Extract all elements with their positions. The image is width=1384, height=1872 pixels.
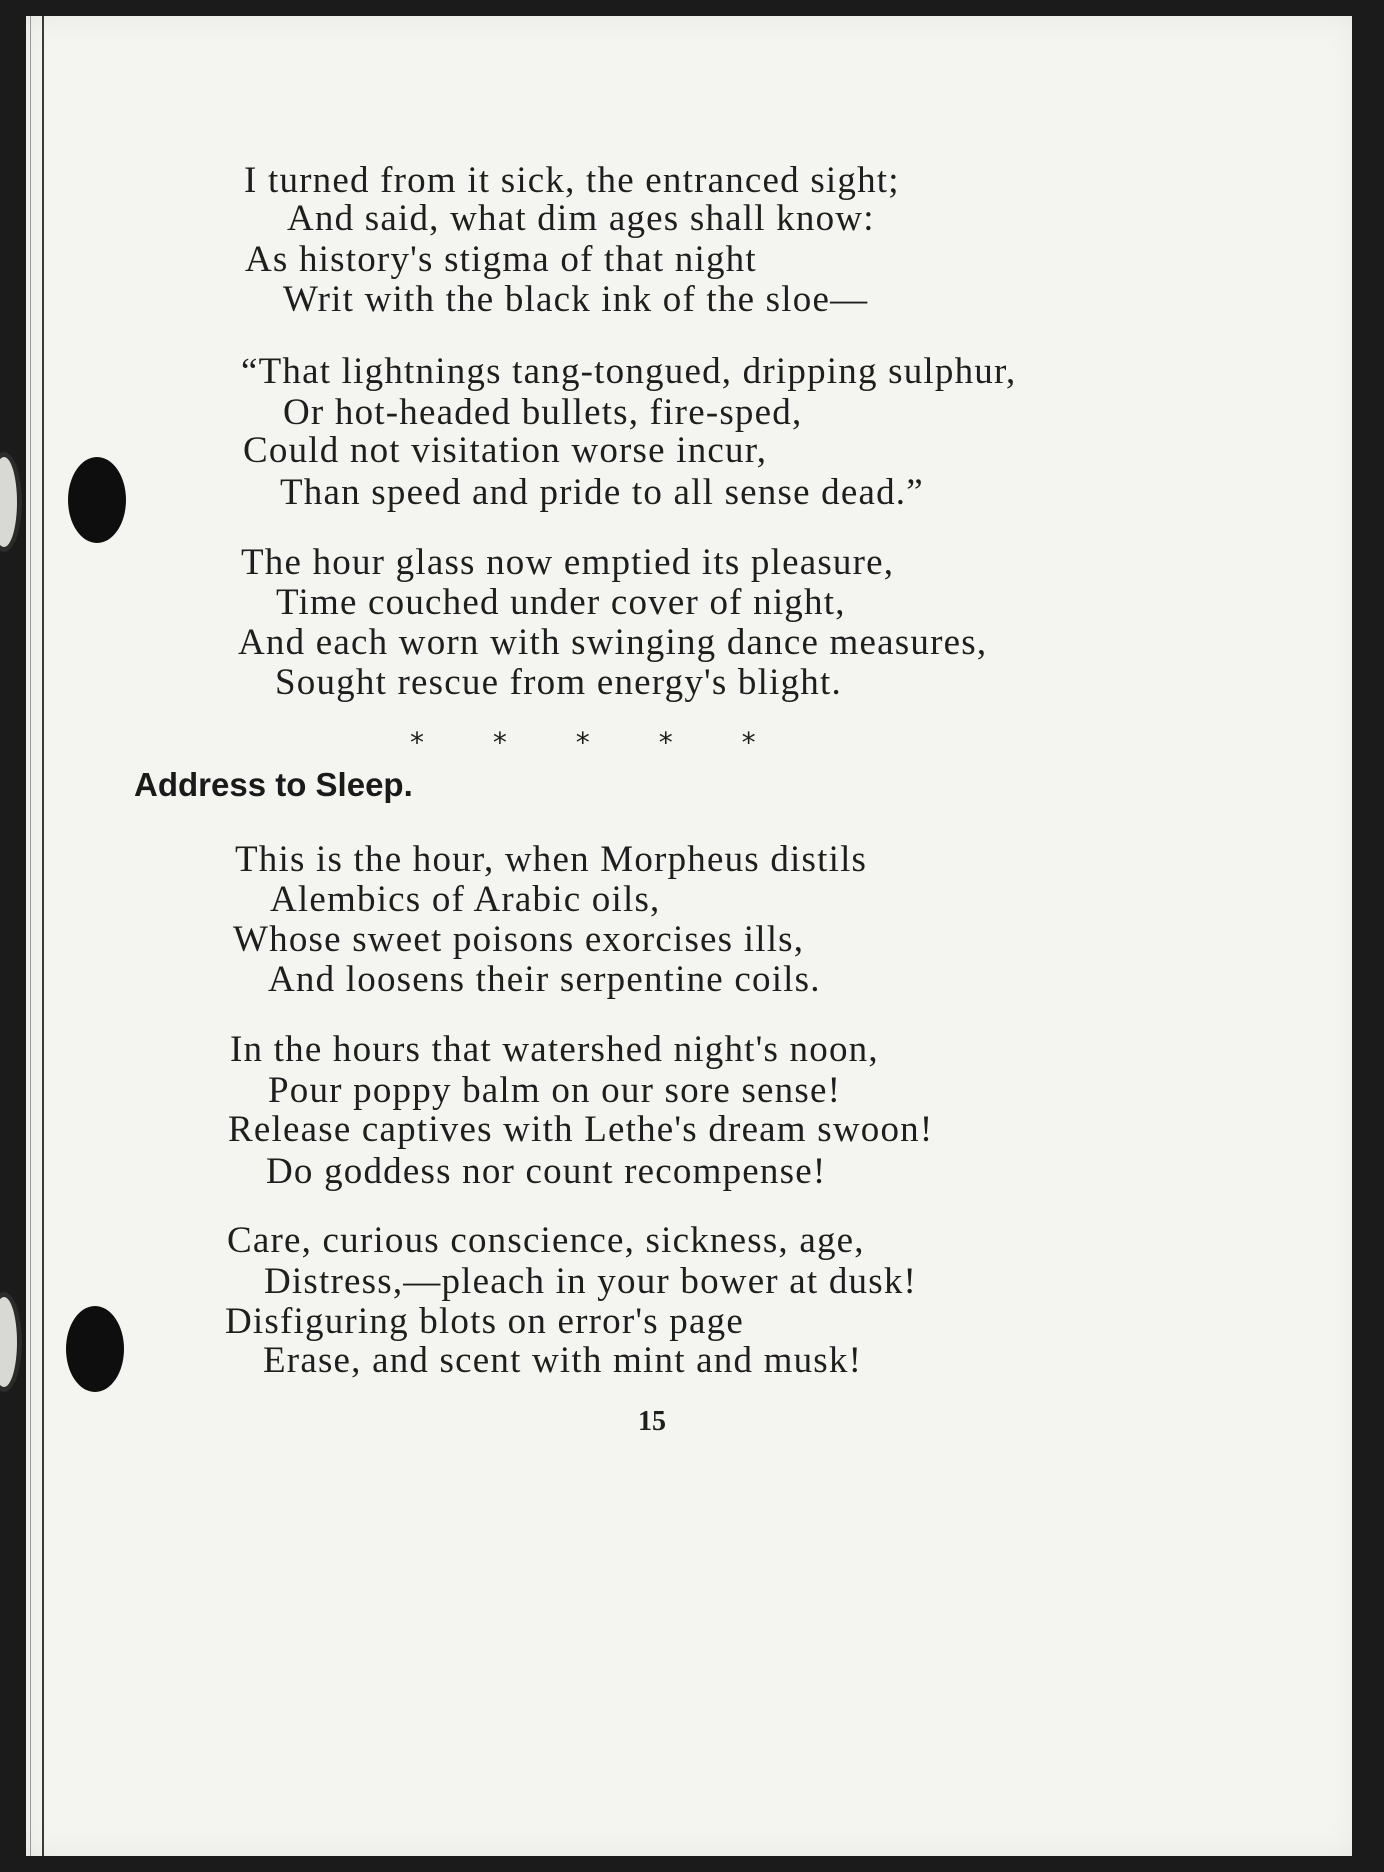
poem-line: Could not visitation worse incur,	[243, 430, 768, 471]
punch-hole	[66, 1306, 124, 1392]
poem-line: Care, curious conscience, sickness, age,	[227, 1220, 865, 1261]
poem-line: Whose sweet poisons exorcises ills,	[233, 919, 805, 960]
poem-line: Distress,—pleach in your bower at dusk!	[264, 1261, 918, 1302]
poem-line: And each worn with swinging dance measures,	[238, 622, 988, 663]
poem-line: And said, what dim ages shall know:	[287, 198, 875, 239]
poem-line: Or hot-headed bullets, fire-sped,	[283, 392, 803, 433]
poem-line: As history's stigma of that night	[245, 239, 757, 280]
poem-line: Release captives with Lethe's dream swoon!	[228, 1109, 934, 1150]
binder-ring	[0, 452, 22, 552]
punch-hole	[68, 457, 126, 543]
section-separator: * * * * *	[410, 726, 756, 759]
poem-line: In the hours that watershed night's noon,	[230, 1029, 879, 1070]
poem-line: Erase, and scent with mint and musk!	[263, 1340, 863, 1381]
poem-line: The hour glass now emptied its pleasure,	[241, 542, 895, 583]
poem-line: This is the hour, when Morpheus distils	[235, 839, 868, 880]
page-number: 15	[638, 1406, 666, 1437]
poem-line: And loosens their serpentine coils.	[268, 959, 821, 1000]
poem-line: Than speed and pride to all sense dead.”	[280, 472, 924, 513]
poem-body	[26, 16, 1356, 1856]
poem-line: Sought rescue from energy's blight.	[275, 662, 842, 703]
poem-line: Time couched under cover of night,	[276, 582, 846, 623]
binding-line	[42, 16, 44, 1856]
poem-line: “That lightnings tang-tongued, dripping sulphur,	[241, 351, 1017, 392]
poem-line: Alembics of Arabic oils,	[270, 879, 661, 920]
book-page	[26, 16, 1356, 1856]
scan-border	[1352, 0, 1384, 1872]
page-edge-line	[30, 16, 31, 1856]
poem-line: Do goddess nor count recompense!	[266, 1151, 827, 1192]
poem-line: Disfiguring blots on error's page	[225, 1301, 744, 1342]
poem-line: Pour poppy balm on our sore sense!	[268, 1070, 842, 1111]
section-title: Address to Sleep.	[134, 766, 413, 803]
poem-line: Writ with the black ink of the sloe—	[283, 279, 869, 320]
binder-ring	[0, 1292, 22, 1392]
poem-line: I turned from it sick, the entranced sight;	[244, 160, 900, 201]
